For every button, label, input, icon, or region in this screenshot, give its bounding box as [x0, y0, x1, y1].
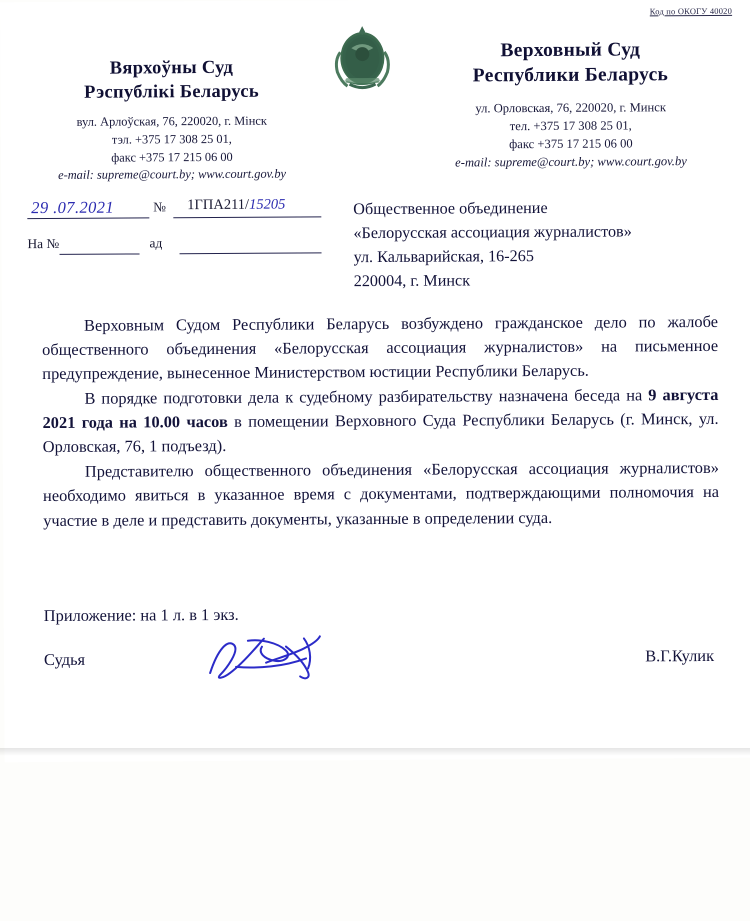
- header-right-title: [420, 38, 720, 90]
- attachment-note: Приложение: на 1 л. в 1 экз.: [43, 604, 239, 626]
- header-left-belarusian: [26, 56, 317, 185]
- addressee-line-2: «Белорусская ассоциация журналистов»: [353, 222, 632, 243]
- addressee-line-1: Общественное объединение: [353, 198, 548, 219]
- incoming-date-rule: [180, 252, 322, 254]
- incoming-number-rule: [60, 253, 140, 254]
- outgoing-date-value: 29 .07.2021: [31, 197, 115, 218]
- header-right-contacts: [421, 99, 721, 172]
- body-paragraph-1: Верховным Судом Республики Беларусь возбуждено гражданское дело по жалобе общественного объединения «Белорусская ассоциация журналистов» на письменное предупреждение, вынесенное Министерством юстиции Республики Беларусь.: [42, 311, 719, 384]
- header-left-fax: факс +375 17 215 06 00: [111, 149, 233, 165]
- body-paragraph-3: Представителю общественного объединения «Белорусская ассоциация журналистов» необходимо явиться в указанное время с документами, подтверждающими полномочия на участие в деле и представить документы, указанные в определении суда.: [42, 458, 720, 530]
- incoming-number-label: На №: [27, 235, 60, 252]
- header-left-phone: тэл. +375 17 308 25 01,: [111, 131, 232, 147]
- incoming-date-label: ад: [149, 235, 163, 251]
- header-right-fax: факс +375 17 215 06 00: [509, 136, 633, 151]
- hearing-datetime: 9 августа 2021 года на 10.00 часов: [42, 385, 719, 433]
- header-right-address: ул. Орловская, 76, 220020, г. Минск: [475, 100, 666, 116]
- signature-row: [43, 645, 720, 670]
- signatory-role: Судья: [43, 649, 86, 670]
- document-body: [42, 310, 719, 534]
- signatory-name: В.Г.Кулик: [645, 645, 715, 666]
- header-right-email: e-mail: supreme@court.by; www.court.gov.by: [455, 153, 687, 170]
- addressee-line-3: ул. Кальварийская, 16-265: [353, 246, 534, 267]
- handwritten-signature-icon: [200, 628, 350, 691]
- header-left-email: e-mail: supreme@court.by; www.court.gov.by: [58, 166, 287, 183]
- header-right-russian: [420, 38, 721, 172]
- table-surface: [0, 752, 750, 921]
- state-emblem-icon: [325, 18, 399, 94]
- outgoing-number-sign: №: [153, 199, 167, 215]
- body-paragraph-2-before: В порядке подготовки дела к судебному разбирательству назначена беседа на: [84, 385, 649, 408]
- outgoing-number-handwritten: 15205: [249, 196, 286, 213]
- header-left-title-line2: Рэспублікі Беларусь: [84, 81, 260, 103]
- date-rule: [27, 217, 149, 219]
- header-left-address: вул. Арлоўская, 76, 220020, г. Мінск: [76, 114, 267, 130]
- number-rule: [173, 216, 321, 218]
- header-right-phone: тел. +375 17 308 25 01,: [509, 118, 632, 133]
- header-right-title-line1: Верховный Суд: [500, 39, 641, 62]
- body-paragraph-2: [42, 383, 718, 459]
- addressee-block: [353, 196, 734, 294]
- okogu-code: [650, 6, 732, 17]
- outgoing-number-typed: 1ГПА211/: [187, 196, 250, 214]
- header-left-title: [26, 56, 316, 105]
- header-left-contacts: [27, 113, 317, 185]
- outgoing-number-value: [187, 197, 285, 215]
- body-paragraph-2-after: в помещении Верховного Суда Республики Беларусь (г. Минск, ул. Орловская, 76, 1 подъезд).: [42, 409, 719, 457]
- okogu-code-text: Код по ОКОГУ 40020: [649, 5, 733, 17]
- header-left-title-line1: Вярхоўны Суд: [109, 57, 234, 79]
- addressee-line-4: 220004, г. Минск: [353, 271, 471, 291]
- header-right-title-line2: Республики Беларусь: [472, 64, 669, 87]
